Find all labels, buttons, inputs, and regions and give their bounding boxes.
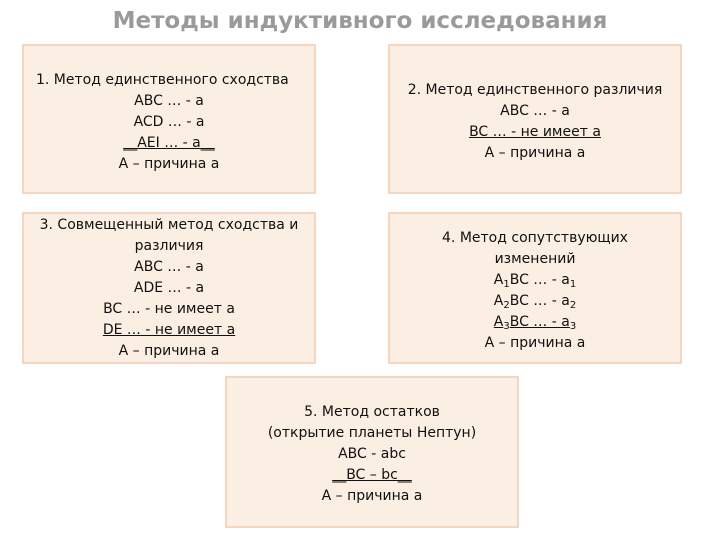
method-concomitant-box xyxy=(388,212,682,364)
method-concomitant-heading-1: 4. Метод сопутствующих xyxy=(442,230,628,246)
method-concomitant-line-1: $A_1BC$ … - $a_1$ xyxy=(493,272,577,290)
method-difference-line-1: ABC … - a xyxy=(500,103,570,119)
page-title: Методы индуктивного исследования xyxy=(112,8,608,34)
method-residues-conclusion: A – причина a xyxy=(321,488,423,504)
method-concomitant-conclusion: A – причина a xyxy=(484,335,586,351)
method-agreement-conclusion: A – причина a xyxy=(118,156,220,172)
method-joint-line-3: BC … - не имеет a xyxy=(103,301,235,317)
method-residues-heading-2: (открытие планеты Нептун) xyxy=(267,425,477,441)
method-concomitant-heading-2: изменений xyxy=(494,251,576,267)
method-agreement-heading: 1. Метод единственного сходства xyxy=(36,72,289,88)
method-joint-line-1: ABC … - a xyxy=(134,259,204,275)
method-agreement-line-3: __AEI … - a__ xyxy=(123,135,215,151)
method-agreement-box xyxy=(22,44,316,194)
method-difference-line-2: BC … - не имеет a xyxy=(469,124,601,140)
method-concomitant-line-3: $A_3BC$ … - $a_3$ xyxy=(493,314,577,332)
method-joint-line-4: DE … - не имеет a xyxy=(102,322,236,338)
method-residues-line-1: ABC - abc xyxy=(338,446,406,462)
method-joint-line-2: ADE … - a xyxy=(133,280,205,296)
method-joint-heading-1: 3. Совмещенный метод сходства и xyxy=(39,217,299,233)
method-difference-box xyxy=(388,44,682,194)
method-difference-conclusion: A – причина a xyxy=(484,145,586,161)
method-concomitant-line-2: $A_2BC$ … - $a_2$ xyxy=(493,293,577,311)
method-joint-heading-2: различия xyxy=(134,238,204,254)
method-difference-heading: 2. Метод единственного различия xyxy=(407,82,663,98)
method-agreement-line-1: ABC … - a xyxy=(134,93,204,109)
method-residues-line-2: __BC – bc__ xyxy=(332,467,412,483)
method-residues-box xyxy=(225,376,519,528)
method-agreement-line-2: ACD … - a xyxy=(133,114,205,130)
method-joint-box xyxy=(22,212,316,364)
method-residues-heading-1: 5. Метод остатков xyxy=(304,404,440,420)
method-joint-conclusion: A – причина a xyxy=(118,343,220,359)
